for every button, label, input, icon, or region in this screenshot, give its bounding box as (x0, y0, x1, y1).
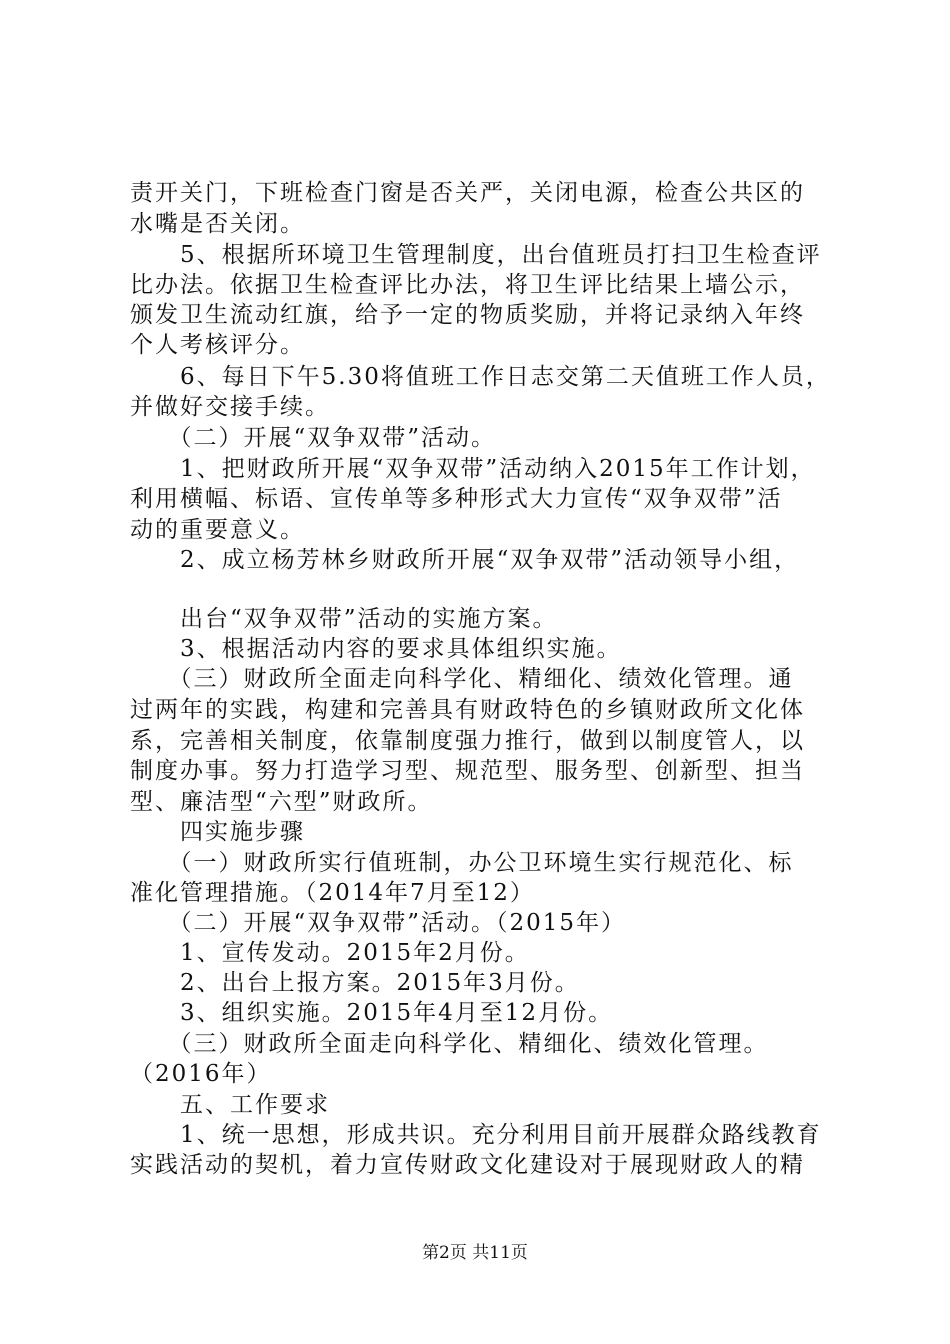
text-line: 责开关门，下班检查门窗是否关严，关闭电源，检查公共区的 (130, 180, 805, 206)
text-line: 出台“双争双带”活动的实施方案。 (130, 606, 558, 632)
text-line: 准化管理措施。（2014年7月至12） (130, 880, 535, 906)
text-line: 3、组织实施。2015年4月至12月份。 (130, 1000, 614, 1026)
text-line: 实践活动的契机，着力宣传财政文化建设对于展现财政人的精 (130, 1152, 805, 1178)
text-line: 2、出台上报方案。2015年3月份。 (130, 970, 580, 996)
section-heading: （二）开展“双争双带”活动。 (130, 425, 497, 451)
section-heading: （三）财政所全面走向科学化、精细化、绩效化管理。通 (130, 666, 794, 692)
text-line: 系，完善相关制度，依靠制度强力推行，做到以制度管人，以 (130, 728, 805, 754)
text-line: 6、每日下午5.30将值班工作日志交第二天值班工作人员， (130, 364, 831, 390)
text-line: 3、根据活动内容的要求具体组织实施。 (130, 636, 622, 662)
section-heading: （一）财政所实行值班制，办公卫环境生实行规范化、标 (130, 850, 794, 876)
text-line: 动的重要意义。 (130, 517, 305, 543)
text-line: 1、宣传发动。2015年2月份。 (130, 940, 530, 966)
text-line: 水嘴是否关闭。 (130, 211, 305, 237)
page-footer: 第2页 共11页 (422, 1243, 528, 1263)
text-line: 并做好交接手续。 (130, 394, 330, 420)
text-line: 2、成立杨芳林乡财政所开展“双争双带”活动领导小组， (130, 547, 800, 573)
section-heading: （二）开展“双争双带”活动。（2015年） (130, 910, 627, 936)
text-line: 个人考核评分。 (130, 332, 305, 358)
text-line: 5、根据所环境卫生管理制度，出台值班员打扫卫生检查评 (130, 242, 822, 268)
text-line: 制度办事。努力打造学习型、规范型、服务型、创新型、担当 (130, 758, 805, 784)
text-line: 颁发卫生流动红旗，给予一定的物质奖励，并将记录纳入年终 (130, 302, 805, 328)
text-line: 型、廉洁型“六型”财政所。 (130, 789, 433, 815)
text-line: 比办法。依据卫生检查评比办法，将卫生评比结果上墙公示， (130, 272, 805, 298)
section-heading: 四实施步骤 (130, 819, 305, 845)
text-line: 过两年的实践，构建和完善具有财政特色的乡镇财政所文化体 (130, 697, 805, 723)
text-line: （2016年） (130, 1061, 272, 1087)
text-line: 利用横幅、标语、宣传单等多种形式大力宣传“双争双带”活 (130, 486, 783, 512)
section-heading: （三）财政所全面走向科学化、精细化、绩效化管理。 (130, 1031, 769, 1057)
text-line: 1、把财政所开展“双争双带”活动纳入2015年工作计划， (130, 456, 816, 482)
text-line: 1、统一思想，形成共识。充分利用目前开展群众路线教育 (130, 1122, 822, 1148)
section-heading: 五、工作要求 (130, 1092, 330, 1118)
